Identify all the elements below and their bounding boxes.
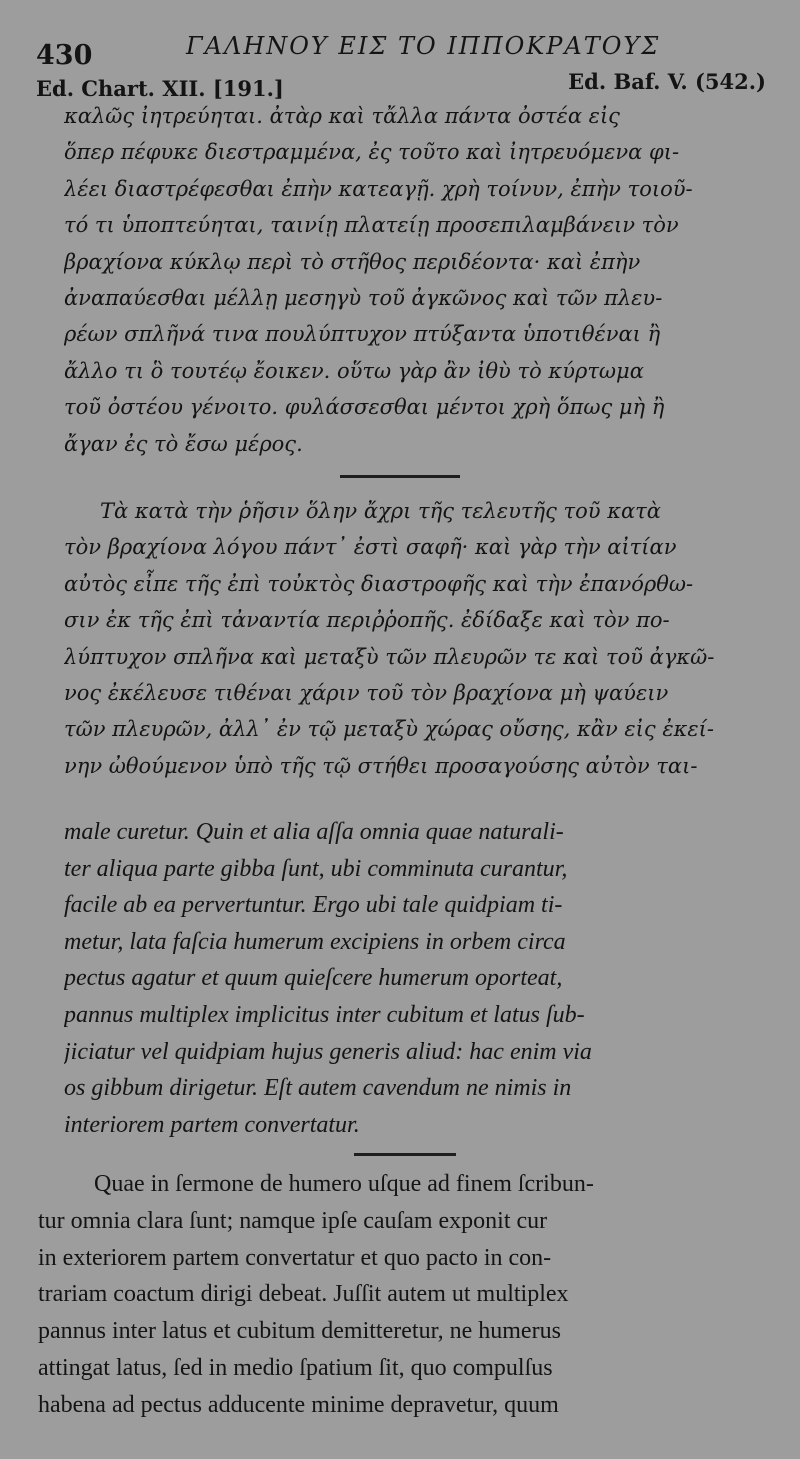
text-line: Τὰ κατὰ τὴν ῥῆσιν ὅλην ἄχρι τῆς τελευτῆς τοῦ κατὰ — [100, 499, 661, 523]
text-line: καλῶς ἰητρεύηται. ἀτὰρ καὶ τἄλλα πάντα ὀστέα εἰς — [64, 104, 620, 128]
section-divider — [354, 1153, 456, 1156]
text-line: facile ab ea pervertuntur. Ergo ubi tale quidpiam ti- — [64, 892, 563, 919]
edition-reference-right: Ed. Baf. V. (542.) — [568, 69, 766, 94]
text-line: νος ἐκέλευσε τιθέναι χάριν τοῦ τὸν βραχίονα μὴ ψαύειν — [64, 681, 669, 706]
text-line: os gibbum dirigetur. Eſt autem cavendum ne nimis in — [64, 1075, 572, 1102]
text-line: pannus inter latus et cubitum demitteretur, ne humerus — [38, 1318, 561, 1345]
text-line: tur omnia clara ſunt; namque ipſe cauſam exponit cur — [38, 1207, 548, 1234]
text-line: Quae in ſermone de humero uſque ad finem ſcribun- — [94, 1171, 594, 1197]
running-title: ΓΑΛΗΝΟΥ ΕΙΣ ΤΟ ΙΠΠΟΚΡΑΤΟΥΣ — [186, 32, 661, 60]
text-line: βραχίονα κύκλῳ περὶ τὸ στῆθος περιδέοντα· καὶ ἐπὴν — [64, 249, 641, 274]
text-line: αὐτὸς εἶπε τῆς ἐπὶ τοὐκτὸς διαστροφῆς καὶ τὴν ἐπανόρθω- — [64, 571, 694, 596]
text-line: τὸν βραχίονα λόγου πάντ᾽ ἐστὶ σαφῆ· καὶ γὰρ τὴν αἰτίαν — [64, 535, 677, 560]
text-line: pectus agatur et quum quieſcere humerum oporteat, — [64, 965, 563, 992]
page-number: 430 — [36, 40, 93, 71]
latin-hippocrates-translation — [64, 814, 766, 1143]
text-line: ρέων σπλῆνά τινα πουλύπτυχον πτύξαντα ὑποτιθέναι ἢ — [64, 322, 661, 347]
text-line: νην ὠθούμενον ὑπὸ τῆς τῷ στήθει προσαγούσης αὐτὸν ται- — [64, 753, 698, 778]
text-line: ὅπερ πέφυκε διεστραμμένα, ἐς τοῦτο καὶ ἰητρευόμενα φι- — [64, 140, 680, 165]
text-line: ἄλλο τι ὃ τουτέῳ ἔοικεν. οὕτω γὰρ ἂν ἰθὺ τὸ κύρτωμα — [64, 358, 644, 383]
text-line: interiorem partem convertatur. — [64, 1111, 360, 1138]
edition-reference-left: Ed. Chart. XII. [191.] — [36, 76, 284, 101]
text-line: τοῦ ὀστέου γένοιτο. φυλάσσεσθαι μέντοι χρὴ ὅπως μὴ ἢ — [64, 395, 665, 420]
text-line: trariam coactum dirigi debeat. Juſſit autem ut multiplex — [38, 1281, 569, 1308]
text-line: attingat latus, ſed in medio ſpatium ſit, quo compulſus — [38, 1354, 553, 1381]
text-line: τό τι ὑποπτεύηται, ταινίῃ πλατείῃ προσεπιλαμβάνειν τὸν — [64, 213, 679, 238]
section-divider — [340, 475, 460, 478]
text-line: ἄγαν ἐς τὸ ἔσω μέρος. — [64, 431, 303, 456]
greek-galen-commentary — [64, 493, 766, 784]
text-line: ἀναπαύεσθαι μέλλῃ μεσηγὺ τοῦ ἀγκῶνος καὶ τῶν πλευ- — [64, 286, 663, 311]
text-line: jiciatur vel quidpiam hujus generis aliud: hac enim via — [64, 1038, 592, 1065]
text-line: ter aliqua parte gibba ſunt, ubi comminuta curantur, — [64, 855, 568, 882]
greek-hippocrates-text — [64, 98, 766, 462]
text-line: pannus multiplex implicitus inter cubitum et latus ſub- — [64, 1001, 585, 1028]
text-line: in exteriorem partem convertatur et quo pacto in con- — [38, 1244, 552, 1271]
text-line: habena ad pectus adducente minime depravetur, quum — [38, 1391, 559, 1418]
text-line: male curetur. Quin et alia aſſa omnia quae naturali- — [64, 819, 564, 845]
text-line: λύπτυχον σπλῆνα καὶ μεταξὺ τῶν πλευρῶν τε καὶ τοῦ ἀγκῶ- — [64, 644, 715, 669]
text-line: metur, lata faſcia humerum excipiens in orbem circa — [64, 928, 566, 955]
latin-galen-commentary — [38, 1166, 768, 1424]
text-line: λέει διαστρέφεσθαι ἐπὴν κατεαγῇ. χρὴ τοίνυν, ἐπὴν τοιοῦ- — [64, 176, 693, 201]
text-line: τῶν πλευρῶν, ἀλλ᾽ ἐν τῷ μεταξὺ χώρας οὔσης, κἂν εἰς ἐκεί- — [64, 717, 714, 742]
text-line: σιν ἐκ τῆς ἐπὶ τἀναντία περιῤῥοπῆς. ἐδίδαξε καὶ τὸν πο- — [64, 608, 670, 633]
